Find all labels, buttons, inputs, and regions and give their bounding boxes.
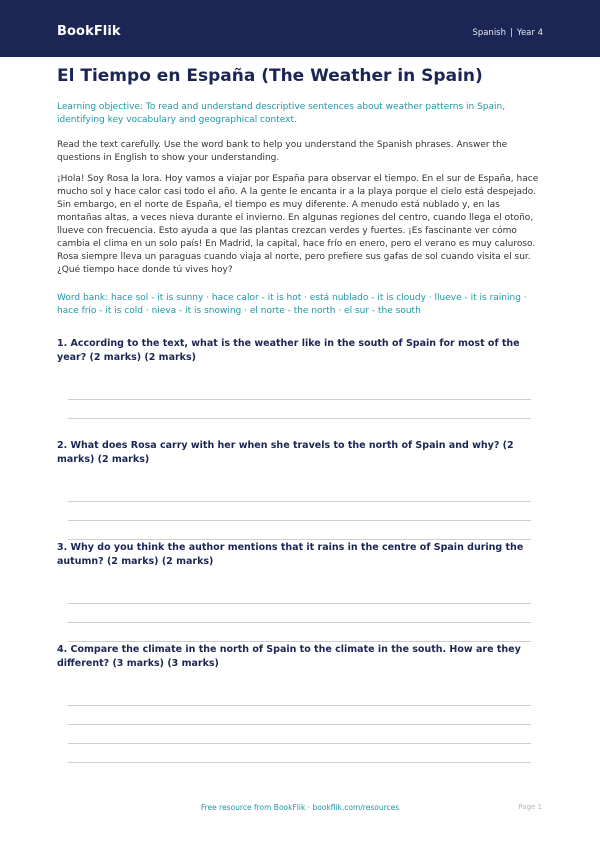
answer-line[interactable] bbox=[68, 622, 531, 623]
answer-line[interactable] bbox=[68, 520, 531, 521]
answer-line[interactable] bbox=[68, 641, 531, 642]
page-number: Page 1 bbox=[518, 803, 542, 811]
page-header bbox=[0, 0, 600, 57]
answer-line[interactable] bbox=[68, 399, 531, 400]
learning-objective: Learning objective: To read and understand descriptive sentences about weather patterns in Spain, identifying key vocabulary and geographical context. bbox=[57, 102, 506, 125]
year-label: Year 4 bbox=[516, 28, 543, 38]
page-title: El Tiempo en España (The Weather in Spain) bbox=[57, 66, 483, 86]
question-1: 1. According to the text, what is the weather like in the south of Spain for most of the year? (2 marks) (2 marks) bbox=[57, 338, 520, 363]
brand-logo: BookFlik bbox=[57, 24, 121, 39]
meta-separator: | bbox=[510, 28, 513, 38]
answer-line[interactable] bbox=[68, 743, 531, 744]
instructions: Read the text carefully. Use the word bank to help you understand the Spanish phrases. Answer the questions in English to show your understanding. bbox=[57, 140, 508, 163]
answer-line[interactable] bbox=[68, 705, 531, 706]
answer-line[interactable] bbox=[68, 539, 531, 540]
answer-line[interactable] bbox=[68, 724, 531, 725]
answer-line[interactable] bbox=[68, 603, 531, 604]
answer-line[interactable] bbox=[68, 762, 531, 763]
reading-passage: ¡Hola! Soy Rosa la lora. Hoy vamos a viajar por España para observar el tiempo. En el sur de España, hace mucho sol y hace calor casi todo el año. A la gente le encanta ir a la playa porque el cielo está despejado. Sin embargo, en el norte de España, el tiempo es muy diferente. A menudo está nublado y, en las montañas altas, a veces nieva durante el invierno. En algunas regiones del centro, cuando llega el otoño, llueve con frecuencia. Esto ayuda a que las plantas crezcan verdes y fuertes. ¡Es fascinante ver cómo cambia el clima en un solo país! En Madrid, la capital, hace frío en enero, pero el verano es muy caluroso. Rosa siempre lleva un paraguas cuando viaja al norte, pero prefiere sus gafas de sol cuando visita el sur. ¿Qué tiempo hace donde tú vives hoy? bbox=[57, 174, 539, 275]
word-bank: Word bank: hace sol - it is sunny · hace calor - it is hot · está nublado - it is cloudy · llueve - it is raining · hace frío - it is cold · nieva - it is snowing · el norte - the north · el sur - the south bbox=[57, 293, 527, 316]
question-4: 4. Compare the climate in the north of Spain to the climate in the south. How are they different? (3 marks) (3 marks) bbox=[57, 644, 521, 669]
answer-line[interactable] bbox=[68, 418, 531, 419]
question-3: 3. Why do you think the author mentions that it rains in the centre of Spain during the autumn? (2 marks) (2 marks) bbox=[57, 542, 524, 567]
header-meta bbox=[472, 28, 543, 38]
question-2: 2. What does Rosa carry with her when she travels to the north of Spain and why? (2 marks) (2 marks) bbox=[57, 440, 514, 465]
answer-line[interactable] bbox=[68, 501, 531, 502]
subject-label: Spanish bbox=[472, 28, 507, 38]
footer-resource-link[interactable]: Free resource from BookFlik · bookflik.com/resources bbox=[200, 803, 400, 812]
